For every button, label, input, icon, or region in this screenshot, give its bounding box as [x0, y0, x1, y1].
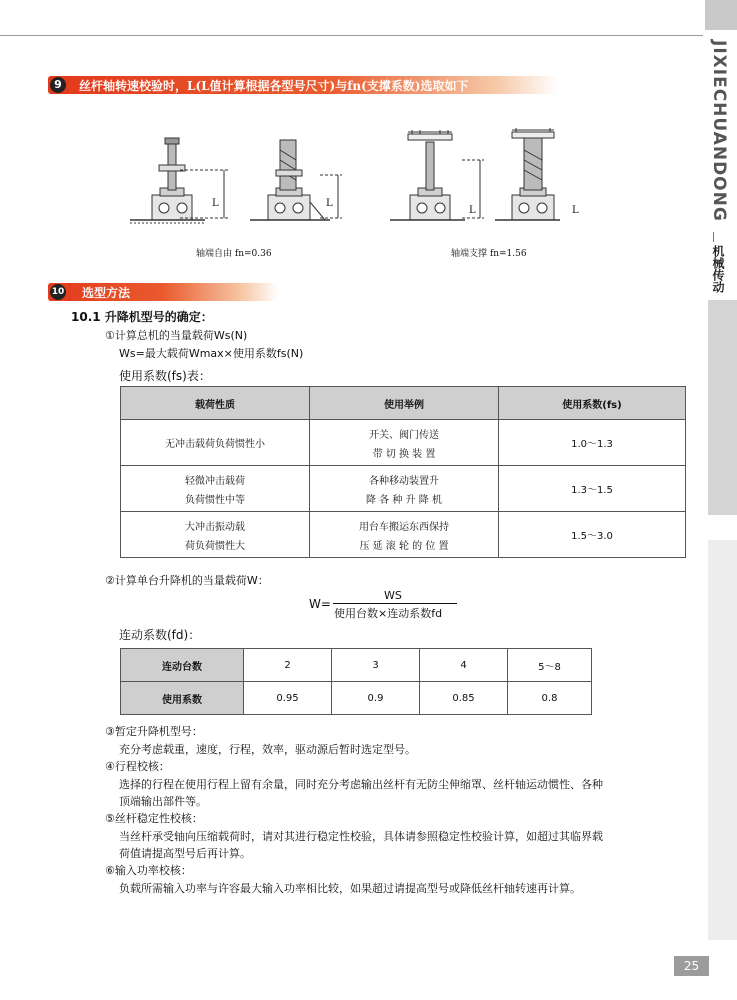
step-1-formula: Ws=最大载荷Wmax×使用系数fs(N)	[119, 347, 304, 360]
fs-cell-value: 1.0～1.3	[499, 420, 686, 466]
fd-table	[120, 648, 592, 715]
dim-label-l-2: L	[326, 198, 333, 209]
jack-diagrams	[120, 120, 560, 250]
fs-cell-text: 轻微冲击载荷	[185, 475, 245, 487]
dim-label-l-4: L	[572, 205, 579, 216]
fs-cell-example	[310, 466, 499, 512]
fs-cell-nature	[121, 466, 310, 512]
subsection-heading: 10.1 升降机型号的确定：	[71, 310, 213, 324]
fs-cell-text: 用台车搬运东西保持	[359, 521, 449, 533]
fd-table-label: 连动系数(fd)：	[119, 628, 201, 642]
table-row	[121, 420, 686, 466]
step-6-line-1: 负载所需输入功率与许容最大输入功率相比较，如果超过请提高型号或降低丝杆轴转速再计算。	[119, 882, 581, 895]
fs-cell-value: 1.3～1.5	[499, 466, 686, 512]
section-10-title: 选型方法	[82, 286, 131, 300]
page-number: 25	[674, 956, 709, 976]
fs-header-value: 使用系数(fs)	[499, 387, 686, 420]
fs-cell-text: 荷负荷惯性大	[185, 540, 245, 552]
caption-free-end: 轴端自由 fn=0.36	[196, 249, 272, 259]
section-9-title: 丝杆轴转速校验时，L(L值计算根据各型号尺寸)与fn(支撑系数)选取如下	[79, 79, 469, 93]
fd-cell: 4	[420, 649, 508, 682]
fs-cell-text: 压 延 滚 轮 的 位 置	[359, 540, 449, 552]
fs-cell-text: 各种移动装置升	[369, 475, 439, 487]
fd-cell: 0.85	[420, 682, 508, 715]
formula-numerator: WS	[384, 589, 402, 602]
fs-cell-text: 开关、阀门传送	[369, 429, 439, 441]
formula-fraction-bar	[333, 603, 457, 604]
step-5-line-1: 当丝杆承受轴向压缩载荷时，请对其进行稳定性校验，具体请参照稳定性校验计算，如超过其临界载	[119, 830, 603, 843]
step-5-line-2: 荷值请提高型号后再计算。	[119, 847, 251, 860]
step-1-title: ①计算总机的当量载荷Ws(N)	[105, 329, 248, 342]
section-9-number: 9	[50, 77, 66, 93]
step-3-line-1: 充分考虑载重，速度，行程，效率，驱动源后暂时选定型号。	[119, 743, 416, 756]
fd-cell: 5～8	[508, 649, 592, 682]
step-4-line-2: 顶端输出部件等。	[119, 795, 207, 808]
fd-cell: 0.8	[508, 682, 592, 715]
fs-cell-value: 1.5～3.0	[499, 512, 686, 558]
dim-label-l-3: L	[469, 205, 476, 216]
table-row	[121, 682, 592, 715]
section-9-header	[48, 76, 558, 94]
formula-denominator: 使用台数×连动系数fd	[334, 607, 443, 620]
caption-supported-end: 轴端支撑 fn=1.56	[451, 249, 527, 259]
fs-cell-nature	[121, 512, 310, 558]
fd-cell: 2	[244, 649, 332, 682]
fs-table-label: 使用系数(fs)表：	[119, 369, 211, 383]
dim-label-l-1: L	[212, 198, 219, 209]
side-tab-top	[705, 0, 737, 30]
fs-cell-example	[310, 420, 499, 466]
top-rule	[0, 35, 703, 36]
formula-lhs: W=	[309, 597, 331, 611]
fd-cell: 3	[332, 649, 420, 682]
side-tab-bottom	[708, 540, 737, 940]
fs-cell-text: 无冲击载荷负荷惯性小	[165, 439, 265, 450]
step-4-line-1: 选择的行程在使用行程上留有余量，同时充分考虑输出丝杆有无防尘伸缩罩、丝杆轴运动惯性、各种	[119, 778, 603, 791]
fs-cell-example	[310, 512, 499, 558]
fs-header-example: 使用举例	[310, 387, 499, 420]
fd-header-factor: 使用系数	[121, 682, 244, 715]
section-10-header	[48, 283, 278, 301]
jack-figure-1	[130, 138, 205, 223]
fd-cell: 0.95	[244, 682, 332, 715]
section-10-number: 10	[50, 284, 66, 300]
step-4-title: ④行程校核：	[105, 760, 170, 773]
fd-header-count: 连动台数	[121, 649, 244, 682]
fs-cell-text: 大冲击振动载	[185, 521, 245, 533]
fs-cell-text: 降 各 种 升 降 机	[366, 494, 442, 506]
jack-figure-4	[495, 128, 560, 220]
side-brand-cn: 机械传动	[711, 245, 725, 293]
fs-header-nature: 载荷性质	[121, 387, 310, 420]
step-6-title: ⑥输入功率校核：	[105, 864, 192, 877]
fs-table	[120, 386, 686, 558]
step-3-title: ③暂定升降机型号：	[105, 725, 203, 738]
fs-cell-text: 带 切 换 装 置	[372, 448, 436, 460]
fd-cell: 0.9	[332, 682, 420, 715]
side-tab-mid	[708, 300, 737, 515]
step-2-title: ②计算单台升降机的当量载荷W：	[105, 574, 269, 587]
step-5-title: ⑤丝杆稳定性校核：	[105, 812, 203, 825]
table-row	[121, 466, 686, 512]
fs-cell-nature	[121, 420, 310, 466]
side-divider	[713, 232, 714, 242]
fs-cell-text: 负荷惯性中等	[185, 494, 245, 506]
table-row	[121, 649, 592, 682]
table-row	[121, 512, 686, 558]
side-brand-en: JIXIECHUANDONG	[709, 40, 729, 222]
